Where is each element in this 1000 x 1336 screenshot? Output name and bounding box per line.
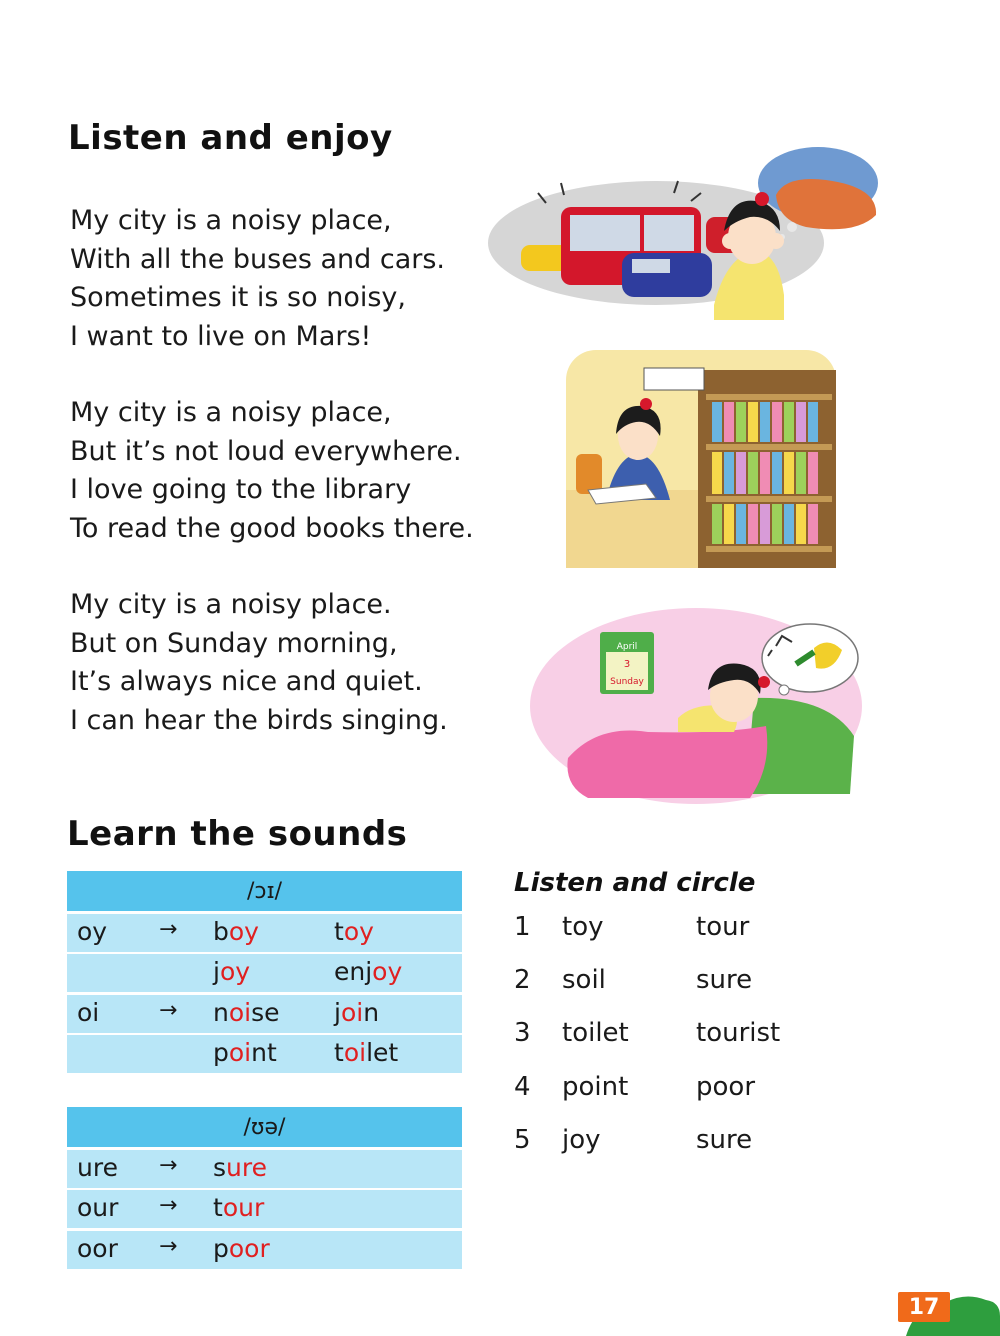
choice-word[interactable]: soil (562, 965, 606, 995)
poem-line: Sometimes it is so noisy, (70, 282, 406, 313)
choice-word[interactable]: point (562, 1072, 629, 1102)
arrow-icon: → (159, 1233, 178, 1259)
poem-line: I want to live on Mars! (70, 320, 372, 352)
table-row (67, 1231, 462, 1269)
calendar-weekday: Sunday (610, 677, 644, 687)
calendar-icon (600, 632, 654, 694)
table-row (67, 1190, 462, 1228)
poem-line: I can hear the birds singing. (70, 704, 448, 736)
example-word: tour (213, 1193, 265, 1222)
spelling-label: oi (77, 997, 100, 1027)
item-number: 5 (514, 1125, 531, 1155)
item-number: 2 (514, 965, 531, 995)
arrow-icon: → (159, 1152, 178, 1178)
bedroom-illustration (528, 606, 864, 808)
circle-item (514, 1018, 834, 1058)
calendar-day: 3 (623, 659, 631, 670)
poem-line: My city is a noisy place, (70, 397, 392, 428)
example-word: toy (334, 916, 374, 946)
arrow-icon: → (159, 997, 178, 1023)
arrow-icon: → (159, 1193, 178, 1218)
item-number: 4 (514, 1072, 531, 1102)
spelling-label: our (77, 1193, 119, 1222)
poem-line: I love going to the library (70, 474, 412, 505)
example-word: boy (213, 916, 259, 946)
item-number: 3 (514, 1018, 531, 1048)
table-header: /ʊə/ (67, 1107, 462, 1147)
section-title-listen: Listen and enjoy (68, 118, 393, 158)
choice-word[interactable]: sure (696, 1125, 753, 1155)
table-row (67, 1150, 462, 1188)
poem-stanza-3 (70, 586, 448, 740)
choice-word[interactable]: toilet (562, 1018, 629, 1048)
choice-word[interactable]: sure (696, 965, 753, 995)
spelling-label: oy (77, 916, 108, 946)
item-number: 1 (514, 912, 531, 942)
example-word: join (334, 997, 380, 1027)
poem-stanza-1 (70, 202, 445, 356)
table-row (67, 914, 462, 952)
poem-line: To read the good books there. (70, 512, 474, 544)
choice-word[interactable]: poor (696, 1072, 756, 1102)
table-row (67, 1035, 462, 1073)
poem-line: But on Sunday morning, (70, 627, 398, 659)
choice-word[interactable]: joy (562, 1125, 601, 1155)
sound-table-oi (67, 871, 462, 1073)
example-word: enjoy (334, 957, 403, 986)
table-row (67, 954, 462, 992)
sound-table-ua (67, 1107, 462, 1269)
page-number: 17 (898, 1292, 950, 1322)
poem-line: My city is a noisy place. (70, 589, 392, 620)
circle-item (514, 965, 834, 1005)
example-word: sure (213, 1152, 267, 1182)
poem-line: It’s always nice and quiet. (70, 666, 423, 697)
library-illustration (566, 350, 836, 568)
spelling-label: ure (77, 1152, 118, 1182)
arrow-icon: → (159, 916, 178, 942)
choice-word[interactable]: tourist (696, 1018, 781, 1048)
calendar-month: April (616, 642, 638, 652)
circle-item (514, 1072, 834, 1112)
table-header: /ɔɪ/ (67, 871, 462, 911)
circle-item (514, 1125, 834, 1165)
table-row (67, 995, 462, 1033)
example-word: point (213, 1038, 277, 1067)
example-word: toilet (334, 1038, 399, 1067)
example-word: noise (213, 997, 280, 1027)
example-word: poor (213, 1233, 270, 1263)
poem-stanza-2 (70, 394, 474, 548)
poem-line: My city is a noisy place, (70, 205, 392, 236)
example-word: joy (213, 957, 251, 986)
section-title-sounds: Learn the sounds (67, 814, 408, 854)
choice-word[interactable]: tour (696, 912, 750, 942)
spelling-label: oor (77, 1233, 118, 1263)
circle-item (514, 912, 834, 952)
listen-circle-title: Listen and circle (514, 868, 756, 898)
poem-line: With all the buses and cars. (70, 243, 446, 275)
choice-word[interactable]: toy (562, 912, 604, 942)
traffic-illustration (486, 135, 891, 335)
poem-line: But it’s not loud everywhere. (70, 435, 462, 467)
